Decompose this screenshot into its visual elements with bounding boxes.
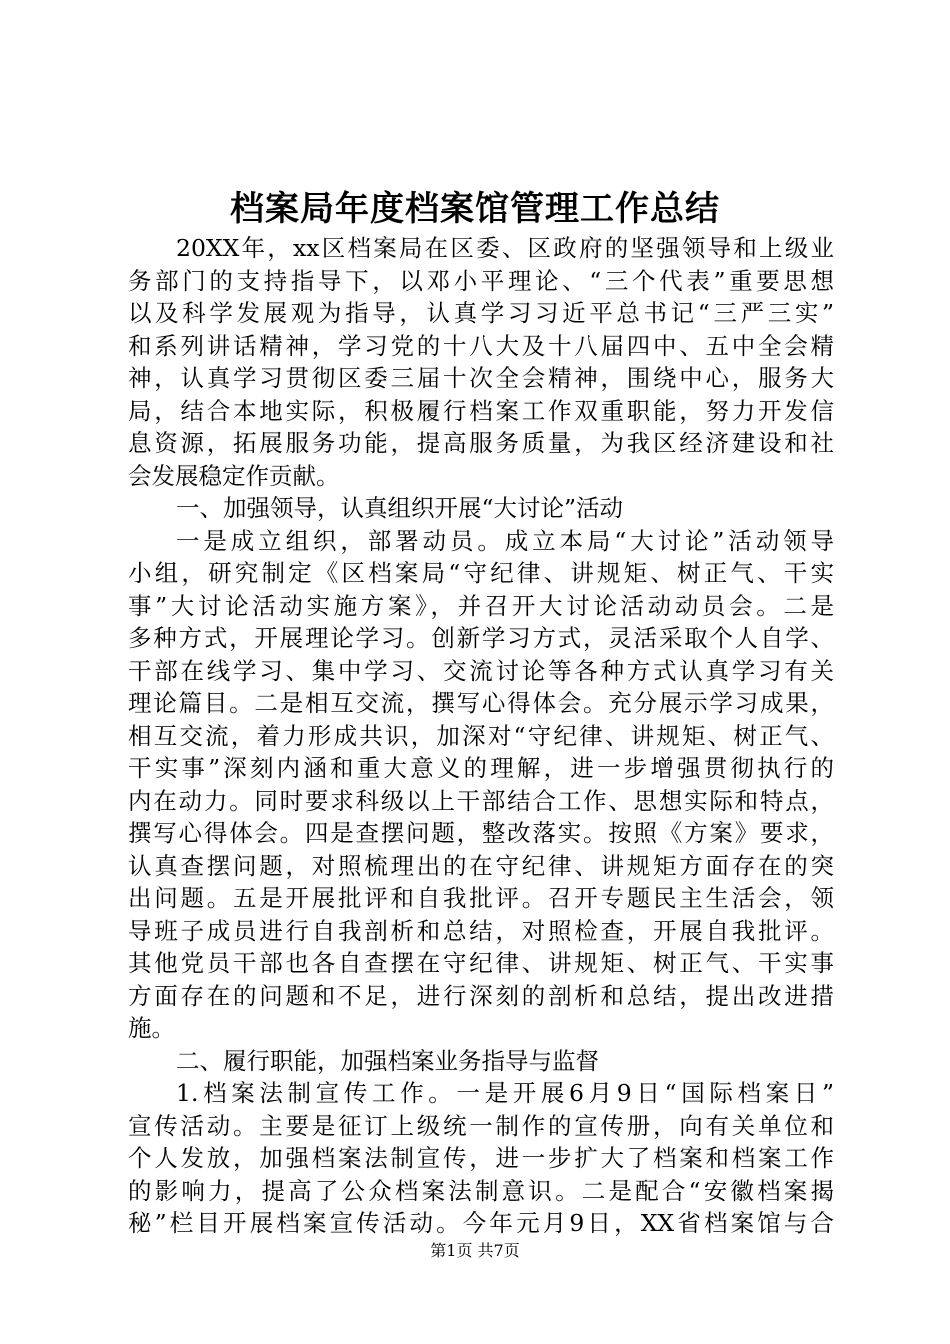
text-line: 务部门的支持指导下，以邓小平理论、“三个代表”重要思想 (128, 266, 834, 295)
section-heading: 一、加强领导，认真组织开展“大讨论”活动 (176, 494, 624, 522)
document-title: 档案局年度档案馆管理工作总结 (230, 189, 720, 229)
text-line: 出问题。五是开展批评和自我批评。召开专题民主生活会，领 (128, 884, 834, 912)
text-line: 的影响力，提高了公众档案法制意识。二是配合“安徽档案揭 (128, 1176, 834, 1205)
text-line: 事”大讨论活动实施方案》，并召开大讨论活动动员会。二是 (128, 591, 834, 620)
text-line: 20XX年，xx区档案局在区委、区政府的坚强领导和上级业 (176, 234, 834, 262)
page-footer: 第1页 共7页 (430, 1241, 520, 1260)
text-line: 撰写心得体会。四是查摆问题，整改落实。按照《方案》要求， (128, 819, 834, 847)
text-line: 干实事”深刻内涵和重大意义的理解，进一步增强贯彻执行的 (128, 754, 834, 782)
document-body (128, 232, 834, 1240)
text-line: 和系列讲话精神，学习党的十八大及十八届四中、五中全会精 (128, 331, 834, 360)
text-line: 其他党员干部也各自查摆在守纪律、讲规矩、树正气、干实事 (128, 949, 834, 977)
text-line: 神，认真学习贯彻区委三届十次全会精神，围绕中心，服务大 (128, 364, 834, 392)
text-line: 个人发放，加强档案法制宣传，进一步扩大了档案和档案工作 (128, 1144, 834, 1172)
text-line: 方面存在的问题和不足，进行深刻的剖析和总结，提出改进措 (128, 981, 834, 1010)
text-line: 一是成立组织，部署动员。成立本局“大讨论”活动领导 (176, 526, 834, 555)
text-line: 导班子成员进行自我剖析和总结，对照检查，开展自我批评。 (128, 916, 834, 945)
section-heading: 二、履行职能，加强档案业务指导与监督 (176, 1046, 599, 1075)
text-line: 息资源，拓展服务功能，提高服务质量，为我区经济建设和社 (128, 429, 834, 457)
text-line: 干部在线学习、集中学习、交流讨论等各种方式认真学习有关 (128, 656, 834, 685)
text-line: 施。 (128, 1014, 175, 1042)
text-line: 局，结合本地实际，积极履行档案工作双重职能，努力开发信 (128, 396, 834, 425)
text-line: 以及科学发展观为指导，认真学习习近平总书记“三严三实” (128, 299, 834, 327)
text-line: 多种方式，开展理论学习。创新学习方式，灵活采取个人自学、 (128, 624, 834, 652)
text-line: 理论篇目。二是相互交流，撰写心得体会。充分展示学习成果， (128, 689, 834, 717)
text-line: 内在动力。同时要求科级以上干部结合工作、思想实际和特点， (128, 786, 834, 815)
text-line: 1.档案法制宣传工作。一是开展6月9日“国际档案日” (176, 1079, 834, 1107)
text-line: 会发展稳定作贡献。 (128, 461, 340, 490)
text-line: 秘”栏目开展档案宣传活动。今年元月9日，XX省档案馆与合 (128, 1209, 834, 1237)
text-line: 相互交流，着力形成共识，加深对“守纪律、讲规矩、树正气、 (128, 721, 834, 750)
text-line: 认真查摆问题，对照梳理出的在守纪律、讲规矩方面存在的突 (128, 851, 834, 880)
text-line: 小组，研究制定《区档案局“守纪律、讲规矩、树正气、干实 (128, 559, 834, 587)
text-line: 宣传活动。主要是征订上级统一制作的宣传册，向有关单位和 (128, 1111, 834, 1140)
